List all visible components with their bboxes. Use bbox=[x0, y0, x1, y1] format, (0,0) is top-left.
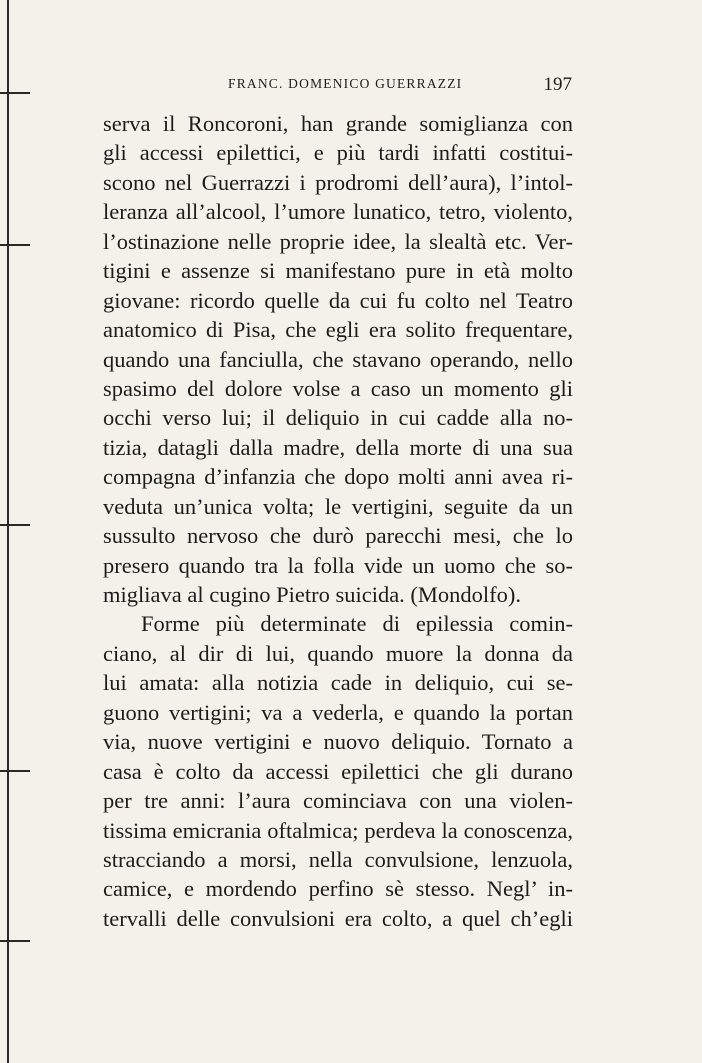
text-line: occhi verso lui; il deliquio in cui cadde alla no- bbox=[103, 405, 573, 431]
binding-mark bbox=[0, 770, 30, 772]
binding-mark bbox=[0, 244, 30, 246]
binding-edge bbox=[7, 0, 9, 1063]
text-line: tigini e assenze si manifestano pure in età molto bbox=[103, 258, 573, 284]
text-line: gli accessi epilettici, e più tardi infatti costitui- bbox=[103, 140, 573, 166]
running-head: FRANC. DOMENICO GUERRAZZI bbox=[228, 76, 463, 91]
text-line: spasimo del dolore volse a caso un momento gli bbox=[103, 375, 573, 401]
page-number: 197 bbox=[543, 74, 572, 95]
text-line: guono vertigini; va a vederla, e quando la portan bbox=[103, 699, 573, 725]
text-line: tervalli delle convulsioni era colto, a quel ch’egli bbox=[103, 905, 573, 931]
text-line: scono nel Guerrazzi i prodromi dell’aura), l’intol- bbox=[103, 169, 573, 195]
text-line: veduta un’unica volta; le vertigini, seguite da un bbox=[103, 493, 573, 519]
text-line: camice, e mordendo perfino sè stesso. Negl’ in- bbox=[103, 876, 573, 902]
text-line: tissima emicrania oftalmica; perdeva la conoscenza, bbox=[103, 817, 573, 843]
text-line: compagna d’infanzia che dopo molti anni avea ri- bbox=[103, 464, 573, 490]
text-line: lui amata: alla notizia cade in deliquio, cui se- bbox=[103, 670, 573, 696]
text-line: via, nuove vertigini e nuovo deliquio. Tornato a bbox=[103, 729, 573, 755]
page-header bbox=[228, 74, 572, 96]
text-line: anatomico di Pisa, che egli era solito frequentare, bbox=[103, 317, 573, 343]
text-line: stracciando a morsi, nella convulsione, lenzuola, bbox=[103, 846, 573, 872]
text-line: per tre anni: l’aura cominciava con una violen- bbox=[103, 788, 573, 814]
text-line: tizia, datagli dalla madre, della morte di una sua bbox=[103, 434, 573, 460]
text-line: l’ostinazione nelle proprie idee, la slealtà etc. Ver- bbox=[103, 228, 573, 254]
paragraph-start-line: Forme più determinate di epilessia comin- bbox=[141, 611, 573, 637]
binding-mark bbox=[0, 940, 30, 942]
text-line: leranza all’alcool, l’umore lunatico, tetro, violento, bbox=[103, 199, 573, 225]
binding-mark bbox=[0, 92, 30, 94]
body-text bbox=[103, 109, 573, 933]
text-line: presero quando tra la folla vide un uomo che so- bbox=[103, 552, 573, 578]
paragraph-end-line: migliava al cugino Pietro suicida. (Mondolfo). bbox=[103, 582, 522, 607]
text-line: sussulto nervoso che durò parecchi mesi, che lo bbox=[103, 523, 573, 549]
text-line: serva il Roncoroni, han grande somiglianza con bbox=[103, 111, 573, 136]
text-line: ciano, al dir di lui, quando muore la donna da bbox=[103, 640, 573, 666]
text-line: giovane: ricordo quelle da cui fu colto nel Teatro bbox=[103, 287, 573, 313]
text-line: casa è colto da accessi epilettici che gli durano bbox=[103, 758, 573, 784]
binding-mark bbox=[0, 524, 30, 526]
text-line: quando una fanciulla, che stavano operando, nello bbox=[103, 346, 573, 372]
